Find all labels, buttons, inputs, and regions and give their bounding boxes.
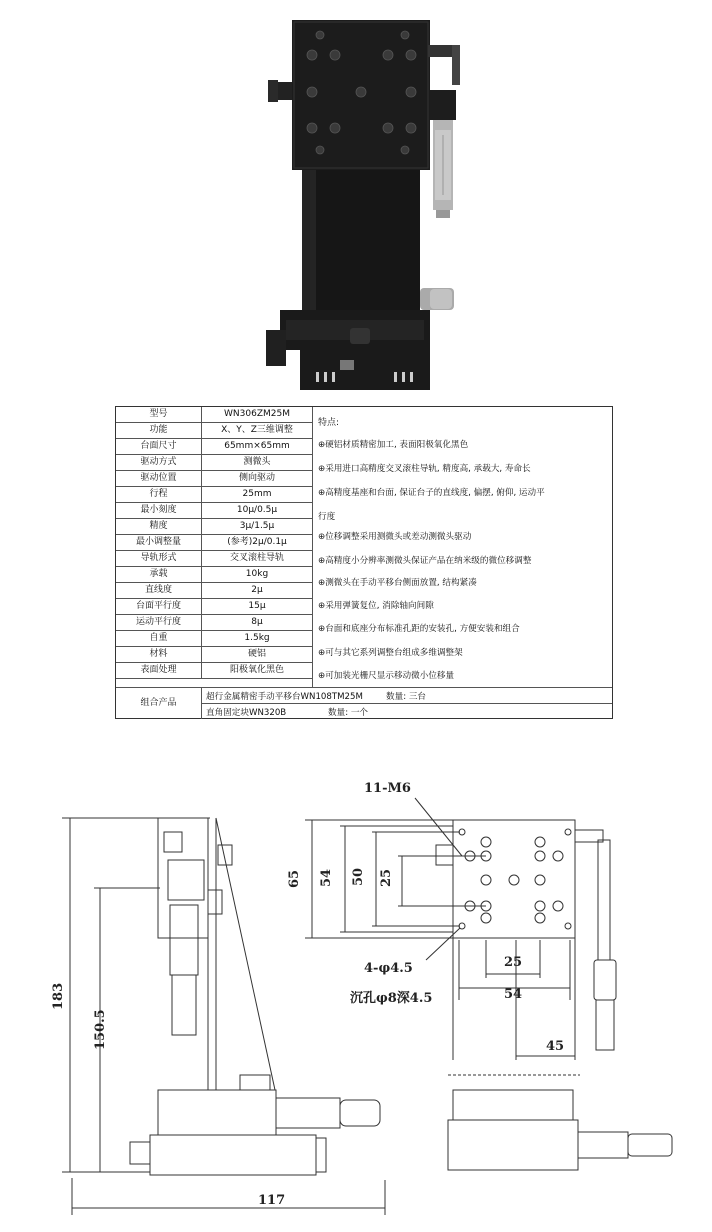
- spec-value: 硬铝: [247, 649, 266, 659]
- feature-item: ⊕采用弹簧复位, 消除轴向间隙: [318, 601, 434, 611]
- dim-54h-label: 54: [504, 987, 523, 1002]
- product-photo: [230, 10, 490, 400]
- feature-item: ⊕高精度小分辨率测微头保证产品在纳米级的微位移调整: [318, 556, 532, 566]
- spec-row-material: [116, 647, 312, 663]
- feature-item: ⊕测微头在手动平移台侧面放置, 结构紧凑: [318, 578, 477, 588]
- spec-label: 行程: [116, 487, 202, 502]
- spec-value: 10kg: [245, 569, 269, 579]
- spec-row-min-adjust: [116, 535, 312, 551]
- spec-label: 自重: [116, 631, 202, 646]
- spec-value: 1.5kg: [244, 633, 270, 643]
- top-view-holes: [459, 829, 571, 929]
- spec-row-finish: [116, 663, 312, 679]
- spec-value: X、Y、Z三维调整: [221, 425, 293, 435]
- dim-counterbore-label: 沉孔φ8深4.5: [350, 991, 433, 1006]
- combo-item-name: 超行金属精密手动平移台WN108TM25M: [206, 692, 363, 702]
- feature-item: ⊕可与其它系列调整台组成多维调整架: [318, 648, 463, 658]
- features-title: 特点:: [318, 418, 340, 428]
- feature-item: ⊕可加装光栅尺显示移动微小位移量: [318, 671, 455, 681]
- spec-value: 3μ/1.5μ: [239, 521, 275, 531]
- dim-150-label: 150.5: [93, 1009, 108, 1050]
- logo-badge: [340, 360, 354, 370]
- spec-row-drive-position: [116, 471, 312, 487]
- side-view: [62, 818, 385, 1215]
- spec-label: 精度: [116, 519, 202, 534]
- feature-item: ⊕位移调整采用测微头或差动测微头驱动: [318, 532, 472, 542]
- dim-50-label: 50: [351, 867, 366, 886]
- top-view: [305, 798, 672, 1170]
- feature-item: ⊕高精度基座和台面, 保证台子的直线度, 偏摆, 俯仰, 运动平: [318, 488, 545, 498]
- combo-item-name: 直角固定块WN320B: [206, 708, 287, 718]
- spec-row-drive-type: [116, 455, 312, 471]
- technical-drawing: [0, 760, 712, 1230]
- spec-label: 承载: [116, 567, 202, 582]
- spec-row-motion-parallelism: [116, 615, 312, 631]
- combo-item-qty: 数量: 三台: [386, 692, 427, 702]
- spec-label: 最小刻度: [116, 503, 202, 518]
- spec-label: 导轨形式: [116, 551, 202, 566]
- feature-item: ⊕硬铝材质精密加工, 表面阳极氧化黑色: [318, 440, 469, 450]
- spec-value: 侧向驱动: [238, 473, 275, 483]
- spec-row-load: [116, 567, 312, 583]
- combo-label: 组合产品: [116, 687, 202, 719]
- spec-label: 直线度: [116, 583, 202, 598]
- spec-label: 型号: [116, 407, 202, 422]
- dim-25h-label: 25: [504, 955, 523, 970]
- spec-value: 测微头: [243, 457, 271, 467]
- dim-25v-label: 25: [379, 868, 394, 887]
- spec-label: 最小调整量: [116, 535, 202, 550]
- spec-value: 15μ: [248, 601, 266, 611]
- spec-row-weight: [116, 631, 312, 647]
- spec-row-table-size: [116, 439, 312, 455]
- spec-value: 2μ: [251, 585, 263, 595]
- dim-117-label: 117: [258, 1193, 286, 1208]
- spec-row-function: [116, 423, 312, 439]
- spec-value: 8μ: [251, 617, 263, 627]
- spec-value: (参考)2μ/0.1μ: [227, 537, 287, 547]
- feature-item: ⊕采用进口高精度交叉滚柱导轨, 精度高, 承载大, 寿命长: [318, 464, 531, 474]
- feature-item: ⊕台面和底座分布标准孔距的安装孔, 方便安装和组合: [318, 624, 520, 634]
- spec-label: 台面尺寸: [116, 439, 202, 454]
- dim-holes2-label: 4-φ4.5: [364, 961, 413, 976]
- spec-value: 25mm: [242, 489, 272, 499]
- spec-label: 功能: [116, 423, 202, 438]
- spec-value: 阳极氧化黑色: [229, 665, 284, 675]
- spec-label: 台面平行度: [116, 599, 202, 614]
- spec-row-accuracy: [116, 519, 312, 535]
- spec-label: 表面处理: [116, 663, 202, 678]
- spec-value: 10μ/0.5μ: [236, 505, 278, 515]
- dim-183-label: 183: [51, 982, 66, 1010]
- dim-65-label: 65: [287, 869, 302, 888]
- spec-label: 运动平行度: [116, 615, 202, 630]
- spec-row-model: [116, 407, 312, 423]
- spec-row-straightness: [116, 583, 312, 599]
- spec-label: 驱动方式: [116, 455, 202, 470]
- dim-45-label: 45: [546, 1039, 565, 1054]
- spec-label: 驱动位置: [116, 471, 202, 486]
- combo-row-divider: [202, 703, 612, 704]
- feature-item: 行度: [318, 512, 336, 522]
- spec-row-min-scale: [116, 503, 312, 519]
- spec-row-travel: [116, 487, 312, 503]
- combo-item-qty: 数量: 一个: [328, 708, 369, 718]
- spec-row-table-parallelism: [116, 599, 312, 615]
- spec-row-guide: [116, 551, 312, 567]
- dim-holes-label: 11-M6: [364, 781, 411, 796]
- spec-table: [115, 406, 613, 719]
- vertical-column: [302, 170, 420, 315]
- spec-value: WN306ZM25M: [224, 409, 290, 419]
- spec-label: 材料: [116, 647, 202, 662]
- spec-value: 交叉滚柱导轨: [229, 553, 284, 563]
- dim-54v-label: 54: [319, 868, 334, 887]
- spec-value: 65mm×65mm: [224, 441, 290, 451]
- column-divider: [312, 407, 313, 687]
